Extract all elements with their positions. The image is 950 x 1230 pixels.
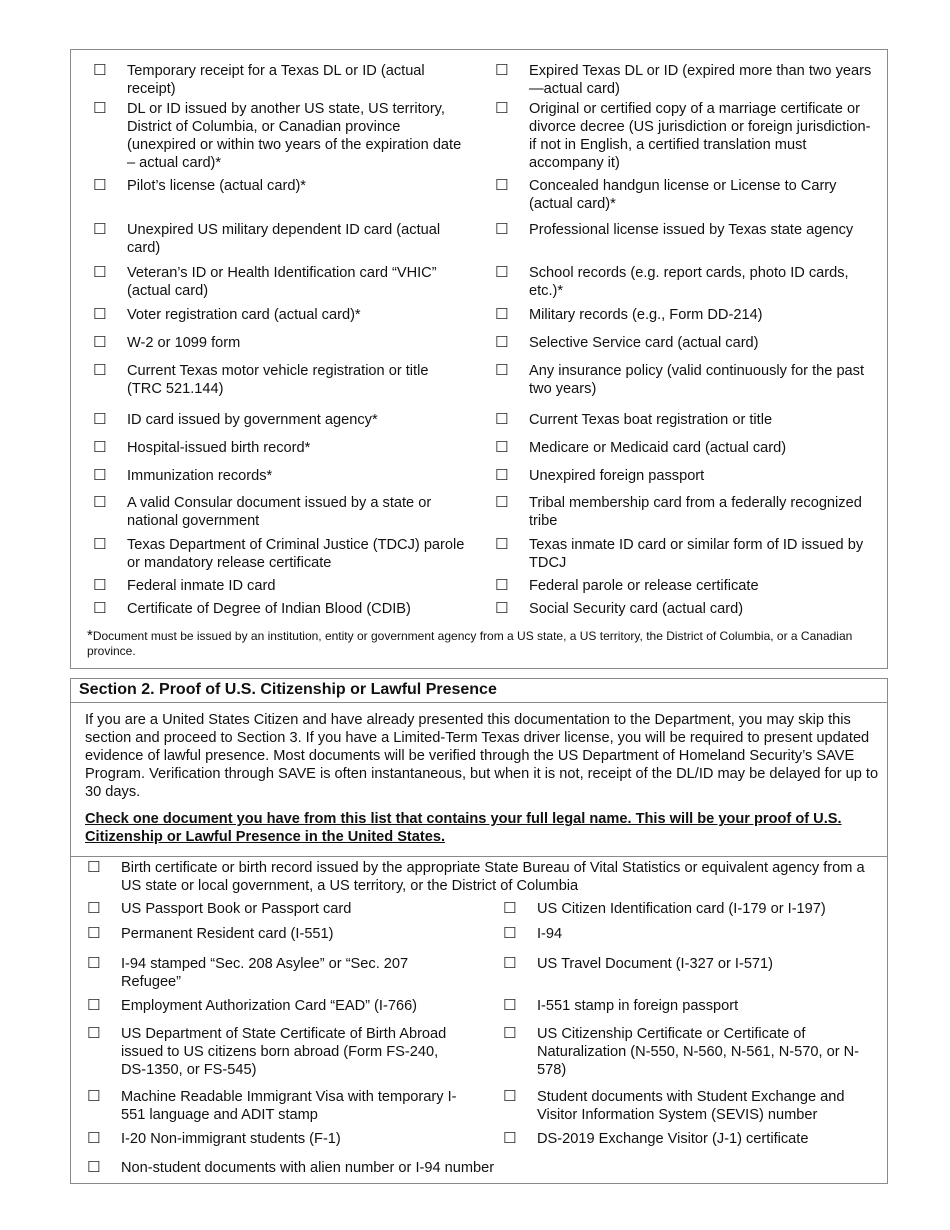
list-item — [81, 859, 871, 895]
item-label: I-94 stamped “Sec. 208 Asylee” or “Sec. 207 Refugee” — [121, 956, 413, 990]
checkbox[interactable]: ☐ — [93, 362, 107, 379]
item-label: Current Texas motor vehicle registration or title (TRC 521.144) — [127, 363, 433, 397]
checkbox[interactable]: ☐ — [503, 1025, 517, 1042]
item-label: Texas Department of Criminal Justice (TDCJ) parole or mandatory release certificate — [127, 537, 469, 571]
list-item — [489, 100, 875, 172]
checkbox[interactable]: ☐ — [93, 221, 107, 238]
list-item — [87, 306, 467, 324]
list-item — [81, 1088, 461, 1124]
checkbox[interactable]: ☐ — [495, 362, 509, 379]
item-label: W-2 or 1099 form — [127, 335, 241, 351]
divider — [71, 856, 887, 857]
list-item — [87, 62, 467, 98]
checkbox[interactable]: ☐ — [503, 925, 517, 942]
checkbox[interactable]: ☐ — [93, 306, 107, 323]
item-label: Employment Authorization Card “EAD” (I-766) — [121, 998, 418, 1014]
checkbox[interactable]: ☐ — [503, 1088, 517, 1105]
checkbox[interactable]: ☐ — [495, 577, 509, 594]
checkbox[interactable]: ☐ — [93, 439, 107, 456]
item-label: Machine Readable Immigrant Visa with temporary I-551 language and ADIT stamp — [121, 1089, 457, 1123]
list-item — [81, 1159, 871, 1177]
list-item — [497, 1025, 883, 1079]
item-label: School records (e.g. report cards, photo ID cards, etc.)* — [529, 265, 853, 299]
item-label: Temporary receipt for a Texas DL or ID (actual receipt) — [127, 63, 429, 97]
checkbox[interactable]: ☐ — [93, 494, 107, 511]
list-item — [489, 221, 875, 239]
item-label: Any insurance policy (valid continuously for the past two years) — [529, 363, 869, 397]
item-label: Military records (e.g., Form DD-214) — [529, 307, 763, 323]
checkbox[interactable]: ☐ — [93, 467, 107, 484]
list-item — [87, 362, 467, 398]
checkbox[interactable]: ☐ — [495, 600, 509, 617]
item-label: US Passport Book or Passport card — [121, 901, 352, 917]
item-label: Unexpired foreign passport — [529, 468, 705, 484]
list-item — [87, 536, 467, 572]
item-label: Veteran’s ID or Health Identification card “VHIC” (actual card) — [127, 265, 441, 299]
item-label: Pilot’s license (actual card)* — [127, 178, 306, 194]
list-item — [81, 1130, 461, 1148]
checkbox[interactable]: ☐ — [87, 1088, 101, 1105]
list-item — [489, 334, 875, 352]
checkbox[interactable]: ☐ — [503, 997, 517, 1014]
footnote — [87, 628, 867, 659]
item-label: Federal inmate ID card — [127, 578, 276, 594]
item-label: I-94 — [537, 926, 563, 942]
checkbox[interactable]: ☐ — [495, 264, 509, 281]
list-item — [87, 467, 467, 485]
list-item — [87, 100, 467, 172]
footnote-marker: * — [87, 627, 93, 644]
item-label: Non-student documents with alien number or I-94 number — [121, 1160, 495, 1176]
list-item — [489, 467, 875, 485]
checkbox[interactable]: ☐ — [87, 1025, 101, 1042]
list-item — [489, 411, 875, 429]
list-item — [87, 221, 467, 257]
checkbox[interactable]: ☐ — [87, 859, 101, 876]
list-item — [489, 62, 875, 98]
list-item — [497, 1088, 883, 1124]
item-label: Hospital-issued birth record* — [127, 440, 311, 456]
item-label: Expired Texas DL or ID (expired more than two years—actual card) — [529, 63, 872, 97]
list-item — [497, 955, 883, 973]
checkbox[interactable]: ☐ — [503, 900, 517, 917]
item-label: Current Texas boat registration or title — [529, 412, 773, 428]
list-item — [81, 997, 461, 1015]
list-item — [489, 264, 875, 300]
item-label: Original or certified copy of a marriage certificate or divorce decree (US jurisdiction or foreign jurisdiction-if not in English, a certified translation must accompany it) — [529, 101, 871, 171]
list-item — [489, 439, 875, 457]
list-item — [489, 306, 875, 324]
checkbox[interactable]: ☐ — [503, 1130, 517, 1147]
checkbox[interactable]: ☐ — [93, 411, 107, 428]
checkbox[interactable]: ☐ — [495, 439, 509, 456]
item-label: Selective Service card (actual card) — [529, 335, 759, 351]
list-item — [87, 577, 467, 595]
item-label: Tribal membership card from a federally recognized tribe — [529, 495, 866, 529]
checkbox[interactable]: ☐ — [87, 997, 101, 1014]
item-label: DS-2019 Exchange Visitor (J-1) certificate — [537, 1131, 809, 1147]
item-label: A valid Consular document issued by a state or national government — [127, 495, 436, 529]
list-item — [497, 900, 883, 918]
item-label: DL or ID issued by another US state, US territory, District of Columbia, or Canadian province (unexpired or within two years of the expiration date – actual card)* — [127, 101, 466, 171]
item-label: I-20 Non-immigrant students (F-1) — [121, 1131, 341, 1147]
checkbox[interactable]: ☐ — [495, 177, 509, 194]
item-label: Unexpired US military dependent ID card (actual card) — [127, 222, 445, 256]
checkbox[interactable]: ☐ — [503, 955, 517, 972]
item-label: ID card issued by government agency* — [127, 412, 378, 428]
item-label: Professional license issued by Texas state agency — [529, 222, 854, 238]
checkbox[interactable]: ☐ — [495, 536, 509, 553]
checkbox[interactable]: ☐ — [93, 536, 107, 553]
checkbox[interactable]: ☐ — [93, 177, 107, 194]
checkbox[interactable]: ☐ — [495, 100, 509, 117]
item-label: Texas inmate ID card or similar form of ID issued by TDCJ — [529, 537, 867, 571]
checkbox[interactable]: ☐ — [87, 1130, 101, 1147]
item-label: Social Security card (actual card) — [529, 601, 744, 617]
checkbox[interactable]: ☐ — [495, 221, 509, 238]
list-item — [87, 600, 467, 618]
list-item — [489, 362, 875, 398]
list-item — [81, 1025, 461, 1079]
list-item — [489, 600, 875, 618]
list-item — [87, 334, 467, 352]
item-label: Certificate of Degree of Indian Blood (CDIB) — [127, 601, 411, 617]
item-label: Student documents with Student Exchange and Visitor Information System (SEVIS) number — [537, 1089, 849, 1123]
item-label: US Citizenship Certificate or Certificate of Naturalization (N-550, N-560, N-561, N-570, or N-578) — [537, 1026, 860, 1078]
item-label: Medicare or Medicaid card (actual card) — [529, 440, 787, 456]
checkbox[interactable]: ☐ — [87, 900, 101, 917]
list-item — [489, 577, 875, 595]
item-label: Concealed handgun license or License to Carry (actual card)* — [529, 178, 841, 212]
checkbox[interactable]: ☐ — [93, 264, 107, 281]
list-item — [87, 494, 467, 530]
list-item — [489, 494, 875, 530]
checkbox[interactable]: ☐ — [87, 955, 101, 972]
footnote-text: Document must be issued by an institution, entity or government agency from a US state, a US territory, the District of Columbia, or a Canadian province. — [87, 629, 853, 658]
item-label: I-551 stamp in foreign passport — [537, 998, 739, 1014]
item-label: US Department of State Certificate of Birth Abroad issued to US citizens born abroad (Form FS-240, DS-1350, or FS-545) — [121, 1026, 451, 1078]
section-title: Section 2. Proof of U.S. Citizenship or Lawful Presence — [71, 679, 887, 703]
list-item — [87, 439, 467, 457]
checkbox[interactable]: ☐ — [495, 306, 509, 323]
section2-proof-of-citizenship — [70, 678, 888, 1184]
checkbox[interactable]: ☐ — [495, 494, 509, 511]
list-item — [489, 536, 875, 572]
list-item — [81, 925, 461, 943]
checkbox[interactable]: ☐ — [93, 334, 107, 351]
item-label: US Travel Document (I-327 or I-571) — [537, 956, 774, 972]
list-item — [87, 264, 467, 300]
item-label: Immunization records* — [127, 468, 273, 484]
list-item — [497, 997, 883, 1015]
checkbox[interactable]: ☐ — [495, 62, 509, 79]
item-label: Permanent Resident card (I-551) — [121, 926, 334, 942]
item-label: Voter registration card (actual card)* — [127, 307, 361, 323]
checkbox[interactable]: ☐ — [87, 1159, 101, 1176]
checkbox[interactable]: ☐ — [87, 925, 101, 942]
checkbox[interactable]: ☐ — [495, 411, 509, 428]
list-item — [489, 177, 875, 213]
list-item — [497, 925, 883, 943]
section1-document-list — [70, 49, 888, 669]
item-label: US Citizen Identification card (I-179 or I-197) — [537, 901, 826, 917]
checkbox[interactable]: ☐ — [495, 334, 509, 351]
checkbox[interactable]: ☐ — [93, 62, 107, 79]
item-label: Birth certificate or birth record issued by the appropriate State Bureau of Vital Statistics or equivalent agency from a US state or local government, a US territory, or the District of Columbia — [121, 860, 869, 894]
list-item — [87, 411, 467, 429]
list-item — [497, 1130, 883, 1148]
section-instruction: Check one document you have from this list that contains your full legal name. This will be your proof of U.S. Citizenship or Lawful Presence in the United States. — [85, 811, 842, 845]
section-intro-paragraph: If you are a United States Citizen and have already presented this documentation to the Department, you may skip this section and proceed to Section 3. If you have a Limited-Term Texas driver license, you will be required to present updated evidence of lawful presence. Most documents will be verified through the US Department of Homeland Security’s SAVE Program. Verification through SAVE is often instantaneous, but when it is not, receipt of the DL/ID may be delayed for up to 30 days. — [85, 712, 879, 800]
checkbox[interactable]: ☐ — [93, 577, 107, 594]
list-item — [87, 177, 467, 195]
checkbox[interactable]: ☐ — [93, 600, 107, 617]
list-item — [81, 955, 461, 991]
checkbox[interactable]: ☐ — [495, 467, 509, 484]
checkbox[interactable]: ☐ — [93, 100, 107, 117]
item-label: Federal parole or release certificate — [529, 578, 759, 594]
list-item — [81, 900, 461, 918]
